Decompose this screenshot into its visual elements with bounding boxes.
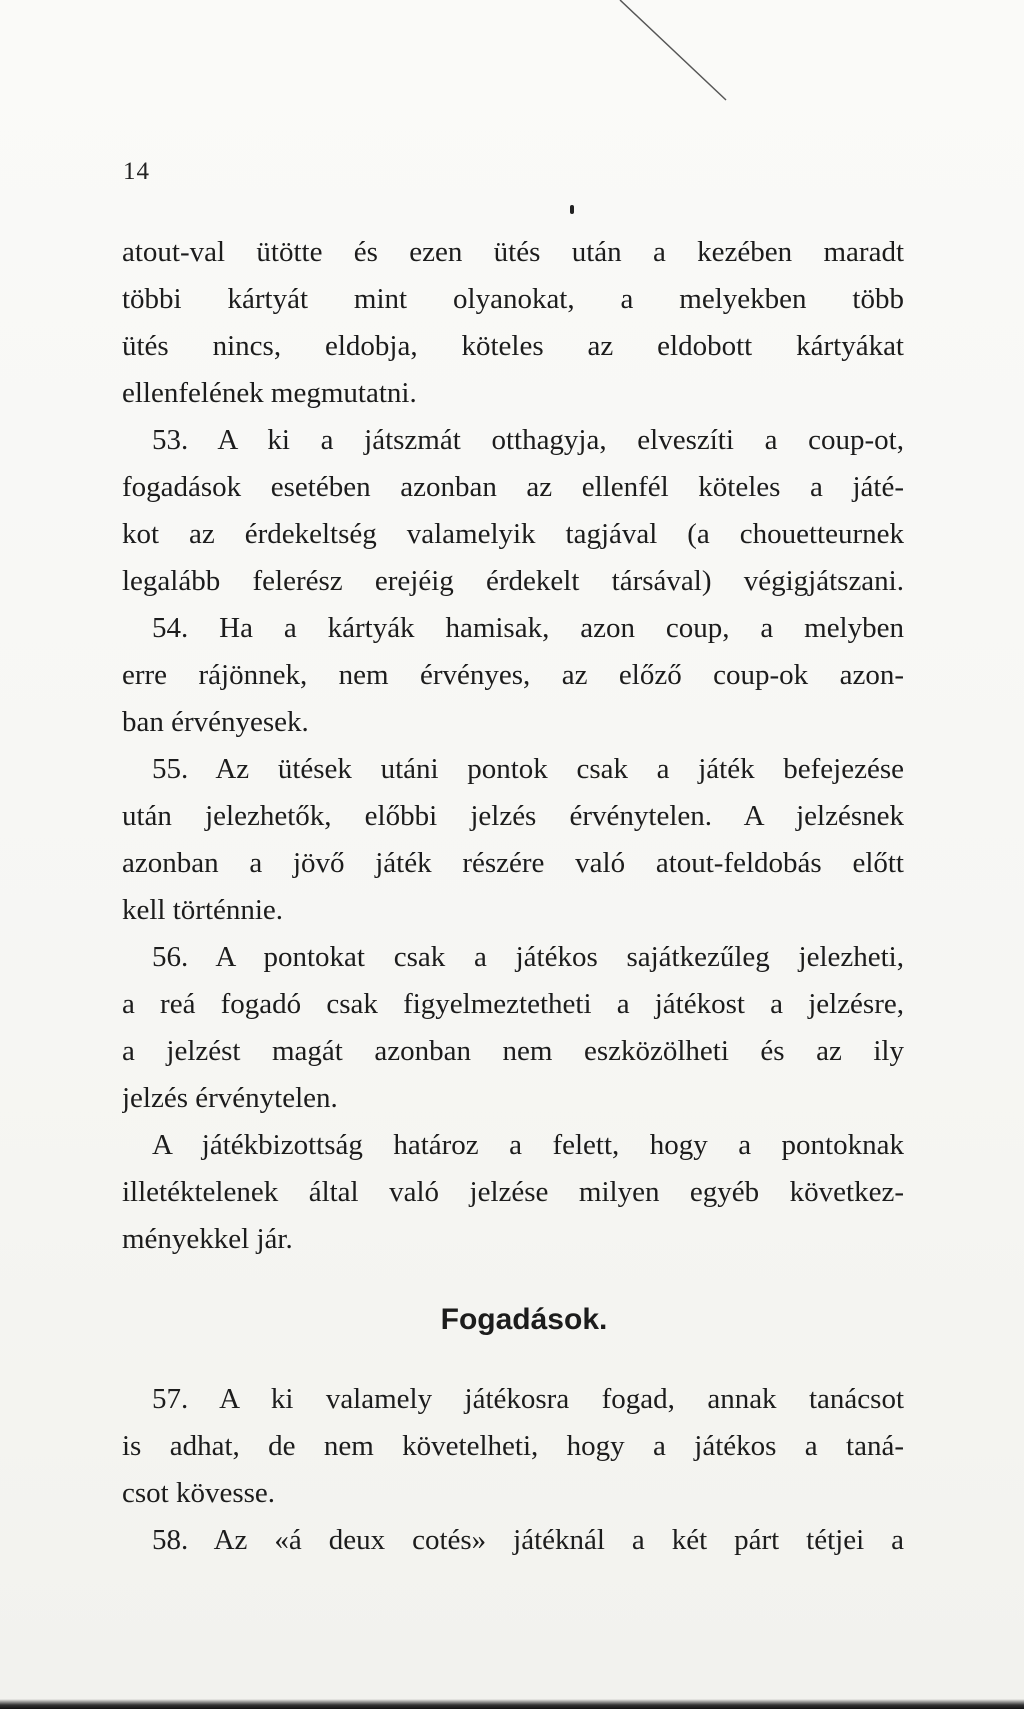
text-line: a jelzést magát azonban nem eszközölheti és az ily <box>122 1035 904 1067</box>
text-line: is adhat, de nem követelheti, hogy a játékos a taná- <box>122 1430 904 1462</box>
paragraph-55-start: 55. Az ütések utáni pontok csak a játék befejezése <box>152 753 904 785</box>
text-line: azonban a jövő játék részére való atout-feldobás előtt <box>122 847 904 879</box>
body-text <box>122 229 904 1564</box>
page-number: 14 <box>123 158 150 185</box>
paragraph-53-start: 53. A ki a játszmát otthagyja, elveszíti a coup-ot, <box>152 424 904 456</box>
scan-bottom-edge <box>0 1699 1024 1709</box>
section-heading: Fogadások. <box>440 1303 608 1336</box>
text-line: a reá fogadó csak figyelmeztetheti a játékost a jelzésre, <box>122 988 904 1020</box>
text-line: jelzés érvénytelen. <box>122 1082 338 1114</box>
text-line: legalább felerész erejéig érdekelt társával) végigjátszani. <box>122 565 904 597</box>
text-line: ütés nincs, eldobja, köteles az eldobott kártyákat <box>122 330 904 362</box>
paragraph-56-start: 56. A pontokat csak a játékos sajátkezűleg jelezheti, <box>152 941 904 973</box>
paragraph-54-start: 54. Ha a kártyák hamisak, azon coup, a melyben <box>152 612 904 644</box>
ink-mark <box>570 205 574 214</box>
text-line: csot kövesse. <box>122 1477 276 1509</box>
paragraph-58-start: 58. Az «á deux cotés» játéknál a két párt tétjei a <box>152 1524 904 1556</box>
scan-corner-line <box>0 0 1024 120</box>
text-line: után jelezhetők, előbbi jelzés érvénytelen. A jelzésnek <box>122 800 904 832</box>
text-line: többi kártyát mint olyanokat, a melyekben több <box>122 283 904 315</box>
text-line: ban érvényesek. <box>122 706 309 738</box>
text-line: ellenfelének megmutatni. <box>122 377 417 409</box>
text-line: fogadások esetében azonban az ellenfél köteles a játé- <box>122 471 904 503</box>
text-line: ményekkel jár. <box>122 1223 293 1255</box>
scan-diagonal-mark <box>620 0 726 100</box>
text-line: kell történnie. <box>122 894 284 926</box>
text-line: erre rájönnek, nem érvényes, az előző coup-ok azon- <box>122 659 904 691</box>
text-line: illetéktelenek által való jelzése milyen egyéb következ- <box>122 1176 904 1208</box>
text-line: kot az érdekeltség valamelyik tagjával (a chouetteurnek <box>122 518 904 550</box>
paragraph-57-start: 57. A ki valamely játékosra fogad, annak tanácsot <box>152 1383 904 1415</box>
paragraph-committee-start: A játékbizottság határoz a felett, hogy a pontoknak <box>152 1129 904 1161</box>
text-line: atout-val ütötte és ezen ütés után a kezében maradt <box>122 236 904 268</box>
